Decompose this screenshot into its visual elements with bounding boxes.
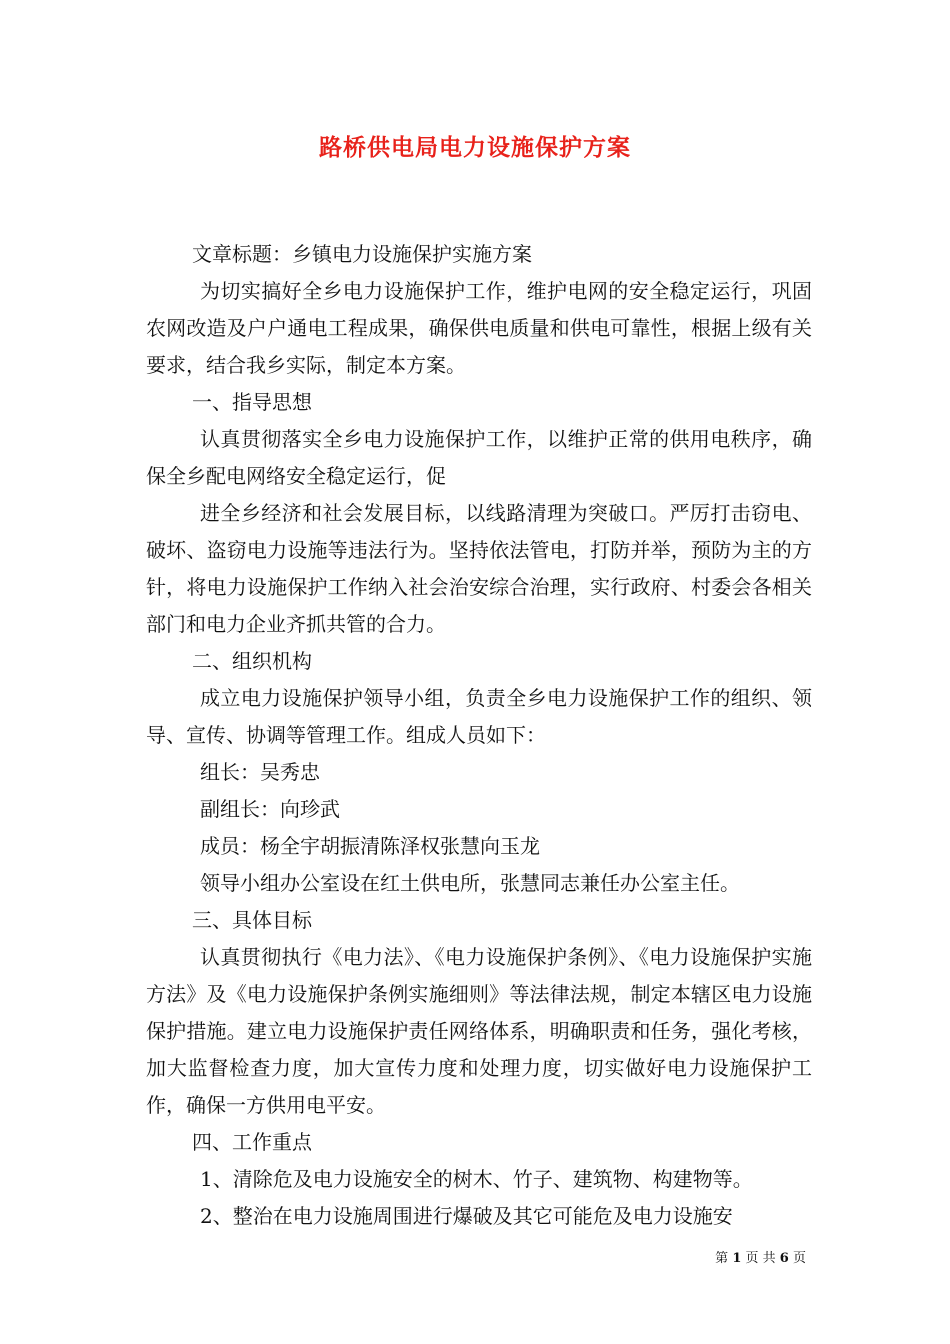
paragraph-guiding-idea-cont: 进全乡经济和社会发展目标，以线路清理为突破口。严厉打击窃电、破坏、盗窃电力设施等违法行为。坚持依法管电，打防并举，预防为主的方针，将电力设施保护工作纳入社会治安综合治理，实行政府、村委会各相关部门和电力企业齐抓共管的合力。: [146, 501, 812, 636]
heading-organization: 二、组织机构: [192, 649, 312, 673]
paragraph-key-work-2: 2、整治在电力设施周围进行爆破及其它可能危及电力设施安: [200, 1204, 733, 1228]
paragraph-key-work-1: 1、清除危及电力设施安全的树木、竹子、建筑物、构建物等。: [200, 1167, 753, 1191]
heading-targets: 三、具体目标: [192, 908, 312, 932]
footer-middle: 页 共: [745, 1251, 776, 1266]
paragraph-article-title: 文章标题：乡镇电力设施保护实施方案: [192, 242, 532, 266]
page-footer: [715, 1247, 806, 1266]
paragraph-targets: 认真贯彻执行《电力法》、《电力设施保护条例》、《电力设施保护实施方法》及《电力设施保护条例实施细则》等法律法规，制定本辖区电力设施保护措施。建立电力设施保护责任网络体系，明确职责和任务，强化考核，加大监督检查力度，加大宣传力度和处理力度，切实做好电力设施保护工作，确保一方供用电平安。: [146, 945, 812, 1117]
heading-guiding-idea: 一、指导思想: [192, 390, 312, 414]
footer-suffix: 页: [792, 1251, 806, 1266]
paragraph-office: 领导小组办公室设在红土供电所，张慧同志兼任办公室主任。: [200, 871, 740, 895]
document-body: [146, 236, 812, 1235]
footer-total-pages: 6: [779, 1251, 789, 1266]
paragraph-deputy-leader: 副组长：向珍武: [200, 797, 340, 821]
paragraph-members: 成员：杨全宇胡振清陈泽权张慧向玉龙: [200, 834, 540, 858]
heading-key-work: 四、工作重点: [192, 1130, 312, 1154]
document-title: 路桥供电局电力设施保护方案: [319, 134, 631, 161]
footer-prefix: 第: [715, 1251, 729, 1266]
paragraph-team-leader: 组长：吴秀忠: [200, 760, 320, 784]
paragraph-guiding-idea: 认真贯彻落实全乡电力设施保护工作，以维护正常的供用电秩序，确保全乡配电网络安全稳定运行，促: [146, 427, 812, 488]
paragraph-intro: 为切实搞好全乡电力设施保护工作，维护电网的安全稳定运行，巩固农网改造及户户通电工程成果，确保供电质量和供电可靠性，根据上级有关要求，结合我乡实际，制定本方案。: [146, 279, 812, 377]
paragraph-organization: 成立电力设施保护领导小组，负责全乡电力设施保护工作的组织、领导、宣传、协调等管理工作。组成人员如下：: [146, 686, 812, 747]
footer-page-number: 1: [732, 1251, 742, 1266]
